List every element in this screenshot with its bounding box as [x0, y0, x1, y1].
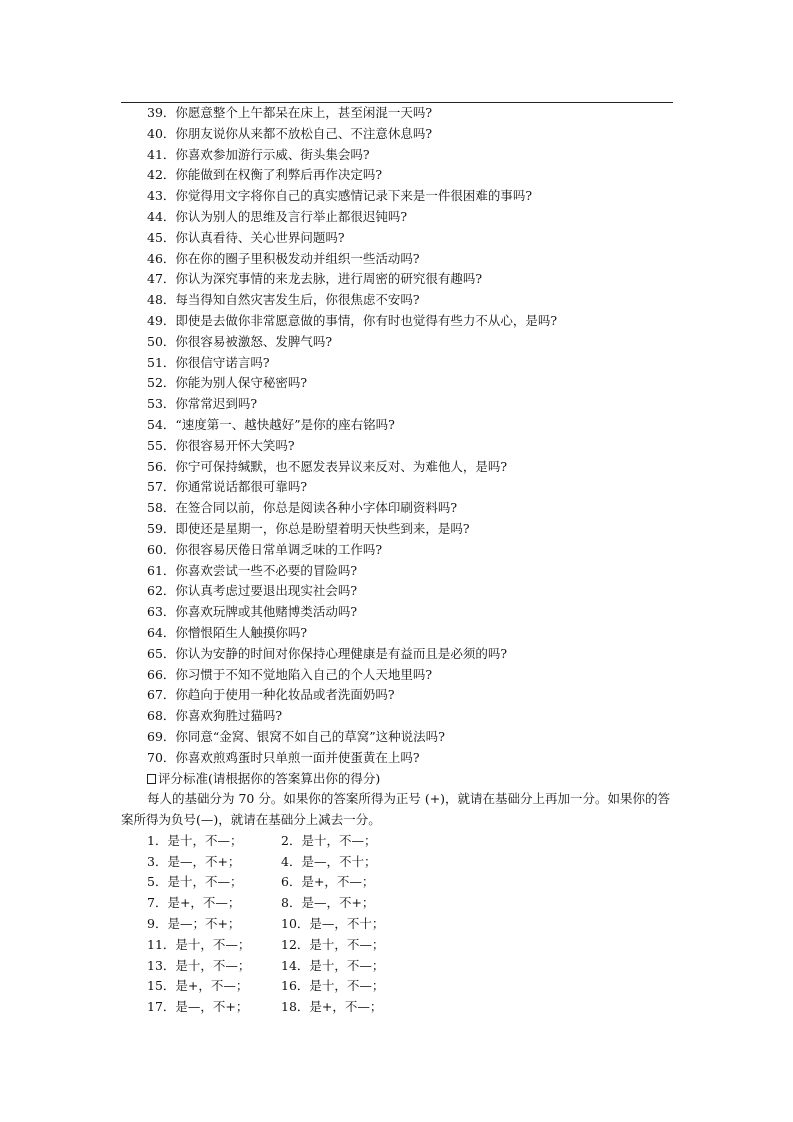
answer-row	[121, 852, 681, 873]
scoring-paragraph: 每人的基础分为 70 分。如果你的答案所得为正号 (+)，就请在基础分上再加一分。如果你的答案所得为负号(—)，就请在基础分上减去一分。	[121, 791, 671, 828]
question-item: 62．你认真考虑过要退出现实社会吗?	[147, 583, 358, 599]
answer-row	[121, 956, 681, 977]
question-item: 59．即使还是星期一，你总是盼望着明天快些到来，是吗?	[147, 520, 470, 536]
answer-row	[121, 831, 681, 852]
answer-entry: 9．是—；不+；	[147, 916, 241, 932]
question-item: 57．你通常说话都很可靠吗?	[147, 479, 308, 495]
question-item: 66．你习惯于不知不觉地陷入自己的个人天地里吗?	[147, 666, 433, 682]
answer-entry: 15．是+，不—；	[147, 978, 249, 994]
question-item: 50．你很容易被激怒、发脾气吗?	[147, 333, 333, 349]
question-item: 55．你很容易开怀大笑吗?	[147, 437, 295, 453]
answer-entry: 12．是十，不—；	[281, 936, 385, 952]
answer-entry: 5．是十，不—；	[147, 874, 243, 890]
question-item: 41．你喜欢参加游行示威、街头集会吗?	[147, 146, 370, 162]
question-item: 44．你认为别人的思维及言行举止都很迟钝吗?	[147, 208, 408, 224]
question-item: 40．你朋友说你从来都不放松自己、不注意休息吗?	[147, 125, 433, 141]
answer-key	[121, 831, 681, 1018]
answer-entry: 6．是+，不—；	[281, 874, 375, 890]
question-item: 48．每当得知自然灾害发生后，你很焦虑不安吗?	[147, 292, 420, 308]
scoring-heading-text: 评分标准(请根据你的答案算出你的得分)	[158, 770, 381, 786]
checkbox-icon	[147, 774, 156, 784]
question-item: 70．你喜欢煎鸡蛋时只单煎一面并使蛋黄在上吗?	[147, 749, 420, 765]
answer-entry: 13．是十，不—；	[147, 957, 251, 973]
answer-entry: 17．是—，不+；	[147, 999, 249, 1015]
question-item: 52．你能为别人保守秘密吗?	[147, 375, 308, 391]
question-item: 63．你喜欢玩牌或其他赌博类活动吗?	[147, 604, 358, 620]
answer-row	[121, 893, 681, 914]
question-item: 43．你觉得用文字将你自己的真实感情记录下来是一件很困难的事吗?	[147, 188, 533, 204]
question-item: 69．你同意“金窝、银窝不如自己的草窝”这种说法吗?	[147, 728, 445, 744]
question-item: 54．“速度第一、越快越好”是你的座右铭吗?	[147, 416, 395, 432]
question-list	[121, 103, 681, 769]
question-item: 56．你宁可保持缄默，也不愿发表异议来反对、为难他人，是吗?	[147, 458, 508, 474]
answer-row	[121, 914, 681, 935]
answer-entry: 14．是十，不—；	[281, 957, 385, 973]
answer-entry: 10．是—，不十；	[281, 916, 385, 932]
question-item: 51．你很信守诺言吗?	[147, 354, 270, 370]
question-item: 67．你趋向于使用一种化妆品或者洗面奶吗?	[147, 687, 395, 703]
question-item: 61．你喜欢尝试一些不必要的冒险吗?	[147, 562, 358, 578]
question-item: 45．你认真看待、关心世界问题吗?	[147, 229, 345, 245]
answer-entry: 3．是—，不+；	[147, 853, 241, 869]
answer-entry: 16．是十，不—；	[281, 978, 385, 994]
question-item: 47．你认为深究事情的来龙去脉，进行周密的研究很有趣吗?	[147, 271, 483, 287]
answer-row	[121, 997, 681, 1018]
answer-entry: 18．是+，不—；	[281, 999, 383, 1015]
answer-entry: 8．是—，不+；	[281, 895, 375, 911]
answer-row	[121, 976, 681, 997]
answer-entry: 11．是十，不—；	[147, 936, 251, 952]
question-item: 58．在签合同以前，你总是阅读各种小字体印刷资料吗?	[147, 500, 458, 516]
answer-entry: 2．是十，不—；	[281, 832, 377, 848]
question-item: 60．你很容易厌倦日常单调乏味的工作吗?	[147, 541, 383, 557]
answer-row	[121, 872, 681, 893]
question-item: 65．你认为安静的时间对你保持心理健康是有益而且是必须的吗?	[147, 645, 508, 661]
answer-row	[121, 935, 681, 956]
question-item: 49．即使是去做你非常愿意做的事情，你有时也觉得有些力不从心，是吗?	[147, 312, 558, 328]
answer-entry: 4．是—，不十；	[281, 853, 377, 869]
question-item: 68．你喜欢狗胜过猫吗?	[147, 708, 283, 724]
question-item: 42．你能做到在权衡了利弊后再作决定吗?	[147, 167, 383, 183]
answer-entry: 1．是十，不—；	[147, 832, 243, 848]
question-item: 64．你憎恨陌生人触摸你吗?	[147, 624, 308, 640]
answer-entry: 7．是+，不—；	[147, 895, 241, 911]
page-body	[121, 103, 681, 1018]
question-item: 46．你在你的圈子里积极发动并组织一些活动吗?	[147, 250, 420, 266]
question-item: 53．你常常迟到吗?	[147, 396, 258, 412]
question-item: 39．你愿意整个上午都呆在床上，甚至闲混一天吗?	[147, 105, 433, 120]
scoring-heading	[121, 769, 681, 790]
